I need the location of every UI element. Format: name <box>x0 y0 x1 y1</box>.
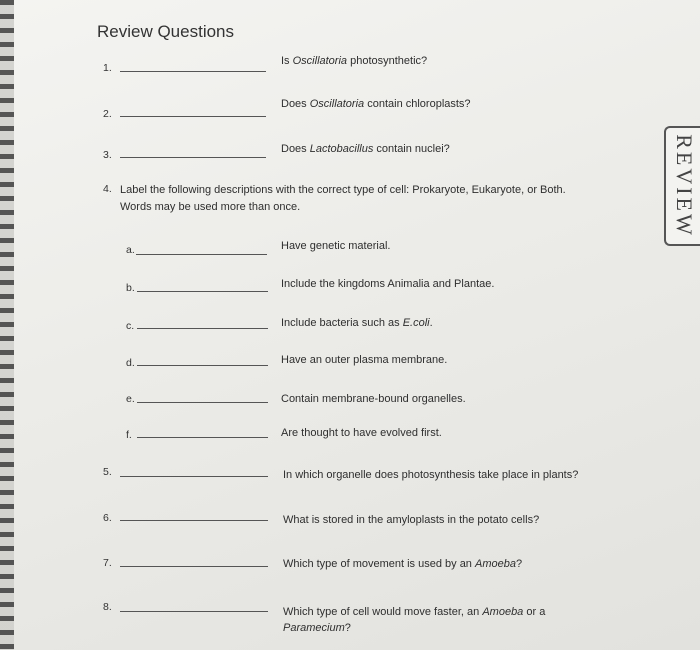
answer-blank[interactable] <box>137 365 268 366</box>
item-text <box>281 278 494 290</box>
question-text <box>283 514 539 526</box>
page-title: Review Questions <box>97 22 235 41</box>
item-text <box>281 427 442 439</box>
question-text <box>283 558 522 570</box>
text-segment: Which type of cell would move faster, an <box>283 606 483 618</box>
answer-blank[interactable] <box>120 71 266 72</box>
text-segment: . <box>429 317 433 329</box>
text-segment: Which type of movement is used by an <box>283 558 475 570</box>
text-segment: Contain membrane-bound organelles. <box>281 393 466 405</box>
italic-term: E.coli <box>402 317 430 329</box>
question-4-instructions <box>120 182 566 216</box>
answer-blank[interactable] <box>137 402 268 403</box>
text-segment: Is <box>281 55 293 67</box>
italic-term: Amoeba <box>482 606 524 618</box>
italic-term: Paramecium <box>283 622 345 634</box>
question-text <box>283 604 545 636</box>
answer-blank[interactable] <box>120 611 268 612</box>
item-letter: d. <box>126 357 135 369</box>
item-letter: a. <box>126 244 135 256</box>
item-text <box>281 240 390 252</box>
question-text-line <box>283 604 545 620</box>
instruction-line: Words may be used more than once. <box>120 201 301 213</box>
text-segment: contain nuclei? <box>373 143 450 155</box>
item-letter: e. <box>126 393 135 405</box>
question-number: 5. <box>103 466 112 478</box>
question-text <box>281 98 471 110</box>
spiral-binding <box>0 0 14 650</box>
question-number: 1. <box>103 62 112 74</box>
text-segment: Include bacteria such as <box>281 317 403 329</box>
text-segment: Have genetic material. <box>281 240 391 252</box>
text-segment: Are thought to have evolved first. <box>281 427 442 439</box>
answer-blank[interactable] <box>120 116 266 117</box>
answer-blank[interactable] <box>120 476 268 477</box>
text-segment: contain chloroplasts? <box>364 98 471 110</box>
text-segment: What is stored in the amyloplasts in the potato cells? <box>283 514 540 526</box>
question-number: 8. <box>103 601 112 613</box>
question-number: 4. <box>103 183 112 195</box>
answer-blank[interactable] <box>120 157 266 158</box>
item-letter: f. <box>126 429 132 441</box>
italic-term: Oscillatoria <box>292 55 348 67</box>
italic-term: Oscillatoria <box>309 98 365 110</box>
answer-blank[interactable] <box>137 291 268 292</box>
question-text <box>283 469 578 481</box>
text-segment: Include the kingdoms Animalia and Plantae. <box>281 278 495 290</box>
answer-blank[interactable] <box>137 328 268 329</box>
review-tab <box>664 126 700 246</box>
answer-blank[interactable] <box>136 254 267 255</box>
text-segment: Does <box>281 143 310 155</box>
answer-blank[interactable] <box>137 437 268 438</box>
question-number: 2. <box>103 108 112 120</box>
item-letter: c. <box>126 320 135 332</box>
italic-term: Amoeba <box>474 558 516 570</box>
text-segment: or a <box>523 606 546 618</box>
text-segment: Does <box>281 98 310 110</box>
answer-blank[interactable] <box>120 566 268 567</box>
text-segment: Have an outer plasma membrane. <box>281 354 448 366</box>
question-number: 3. <box>103 149 112 161</box>
item-text <box>281 393 466 405</box>
question-number: 7. <box>103 557 112 569</box>
instruction-line: Label the following descriptions with the correct type of cell: Prokaryote, Eukaryote, or Both. <box>120 184 566 196</box>
question-text-line <box>283 620 545 636</box>
question-text <box>281 143 450 155</box>
text-segment: In which organelle does photosynthesis take place in plants? <box>283 469 579 481</box>
answer-blank[interactable] <box>120 520 268 521</box>
item-text <box>281 354 447 366</box>
question-text <box>281 55 427 67</box>
question-number: 6. <box>103 512 112 524</box>
text-segment: ? <box>515 558 523 570</box>
review-tab-label: REVIEW <box>672 134 697 238</box>
item-text <box>281 317 433 329</box>
italic-term: Lactobacillus <box>309 143 374 155</box>
text-segment: ? <box>344 622 351 634</box>
text-segment: photosynthetic? <box>347 55 428 67</box>
item-letter: b. <box>126 282 135 294</box>
